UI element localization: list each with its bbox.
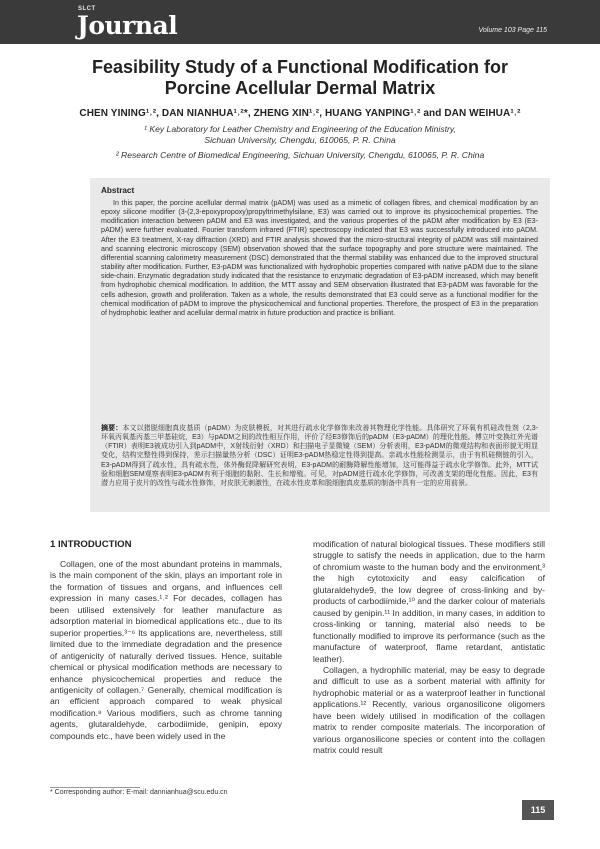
- chinese-abstract-body: 本文以猪脱细胞真皮基质（pADM）为皮肤模板，对其进行疏水化学修饰来改善其物理化学性能。具体研究了环氧有机硅改性剂（2,3-环氧丙氧基丙基三甲基硅烷，E3）与pADM之间的改性相互作用，评价了经E3修饰后的pADM（E3-pADM）的理化性能。傅立叶变换红外光谱（FTIR）表明E3被成功引入到pADM中，X射线衍射（XRD）和扫描电子显微镜（SEM）分析表明，E3-pADM的微观结构和表面形貌无明显变化，结构完整性得到保持，差示扫描量热分析（DSC）证明E3-pADM热稳定性得到提高。亲疏水性能检测显示，由于有机硅侧链的引入，E3-pADM得到了疏水性，具有疏水性，体外酶促降解研究表明，E3-pADM的耐酶降解性能增加，这可能得益于疏水化学修饰。此外，MTT试验和细胞SEM观察表明E3-pADM有利于细胞的黏附、生长和增殖。可见，对pADM进行疏水化学修饰，可改善支架的理化性能。因此，E3有潜力应用于皮片的改性与疏水性修饰，对皮肤无刺激性，在疏水性皮革和脱细胞真皮基质的制备中具有一定的应用前景。: [101, 425, 539, 487]
- paper-title-line-2: Porcine Acellular Dermal Matrix: [164, 78, 436, 98]
- left-column: [50, 559, 282, 742]
- affiliation-1-line-2: Sichuan University, Chengdu, 610065, P. R. China: [204, 135, 396, 145]
- author-list: CHEN YINING¹˒², DAN NIANHUA¹˒²*, ZHENG XIN¹˒², HUANG YANPING¹˒² and DAN WEIHUA¹˒²: [79, 108, 521, 119]
- paper-title-line-1: Feasibility Study of a Functional Modification for: [91, 57, 508, 77]
- right-column: [313, 539, 545, 757]
- introduction-heading: 1 INTRODUCTION: [50, 539, 132, 550]
- chinese-abstract: [101, 424, 538, 488]
- affiliation-1: [40, 124, 560, 146]
- journal-logo-small: SLCT: [78, 6, 96, 12]
- abstract-heading: Abstract: [101, 186, 135, 195]
- journal-logo: Journal: [77, 11, 178, 40]
- affiliation-2: ² Research Centre of Biomedical Engineering, Sichuan University, Chengdu, 610065, P. R. China: [115, 150, 485, 160]
- footnote-divider: [50, 787, 140, 788]
- chinese-abstract-label: 摘要：: [101, 425, 123, 432]
- page-number: 115: [522, 800, 554, 820]
- intro-paragraph-1-continued: modification of natural biological tissues. These modifiers still struggle to satisfy the needs in application, due to the harm of chromium waste to the human body and the environment,³ the high cytotoxicity and easy calcification of glutaraldehyde9, the low degree of cross-linking and by-products of carbodiimide,¹⁰ and the darker colour of materials caused by genipin.¹¹ In addition, in many cases, in addition to cross-linking or tanning, material also needs to be functionally modified to improve its performance (such as the manufacture of waterproof, flame retardant, antistatic leather).: [313, 539, 545, 664]
- intro-paragraph-1: Collagen, one of the most abundant proteins in mammals, is the main component of the skin, plays an important role in the formation of tissues and organs, and influences cell expression in many cases.¹˒² For decades, collagen has been utilised extensively for leather manufacture as adsorption material in biomedical applications etc., due to its superior properties.³⁻⁶ Its applications are, nevertheless, still limited due to the immediate degradation and the presence of antigenicity of naturally derived tissues. Hence, suitable chemical or physical modification methods are necessary to enhance physicochemical properties and reduce the antigenicity of collagen.⁷ Generally, chemical modification is an efficient approach compared to weak physical modification.⁸ Various modifiers, such as chrome tanning agents, glutaraldehyde, carbodiimide, genipin, epoxy compounds etc., have been widely used in the: [50, 559, 282, 741]
- affiliation-1-line-1: ¹ Key Laboratory for Leather Chemistry and Engineering of the Education Ministry,: [144, 124, 456, 134]
- issue-info: Volume 103 Page 115: [478, 27, 547, 34]
- abstract-body: In this paper, the porcine acellular dermal matrix (pADM) was used as a mimetic of collagen fibres, and chemical modification by an epoxy silicone modifier (3-(2,3-epoxypropoxy)propyltrimethylsilane, E3) was carried out to improve its physicochemical properties. The modification interaction between pADM and E3 was investigated, and the various properties of the pADM after modification by E3 (E3-pADM) were further evaluated. Fourier transform infrared (FTIR) spectroscopy indicated that E3 was successfully introduced into pADM. After the E3 treatment, X-ray diffraction (XRD) and FTIR analysis showed that the micro-structural integrity of pADM was still maintained and scanning electronic microscopy (SEM) observation showed that the surface topography and pore structure were maintained. The differential scanning calorimetry measurement (DSC) demonstrated that the thermal stability was enhanced due to the improved structural stability after modification. Further, E3-pADM was functionalized with hydrophobic properties compared with native pADM due to the silane side-chain. Enzymatic degradation study indicated that the resistance to enzymatic degradation of E3-pADM increased, which may benefit from hydrophobic chemical modification. In addition, the MTT assay and SEM observation illustrated that E3-pADM was favorable for the cells adhesion, growth and proliferation. Taken as a whole, the results demonstrated that E3 could serve as a functional modifier for the chemical modification of pADM to improve the physicochemical and functional properties. Therefore, the prospect of E3 in the preparation of hydrophobic leather and acellular dermal matrix in future production and practice is brilliant.: [101, 199, 538, 317]
- intro-paragraph-2: Collagen, a hydrophilic material, may be easy to degrade and difficult to use as a sorbent material with affinity for hydrophobic material or as a waterproof leather in functional applications.¹² Recently, various organosilicone oligomers have been widely utilised in modification of the collagen matrix to render composite materials. The incorporation of various organosilicone species or content into the collagen matrix could result: [313, 664, 545, 756]
- corresponding-author-footnote: * Corresponding author: E-mail: dannianhua@scu.edu.cn: [50, 789, 228, 796]
